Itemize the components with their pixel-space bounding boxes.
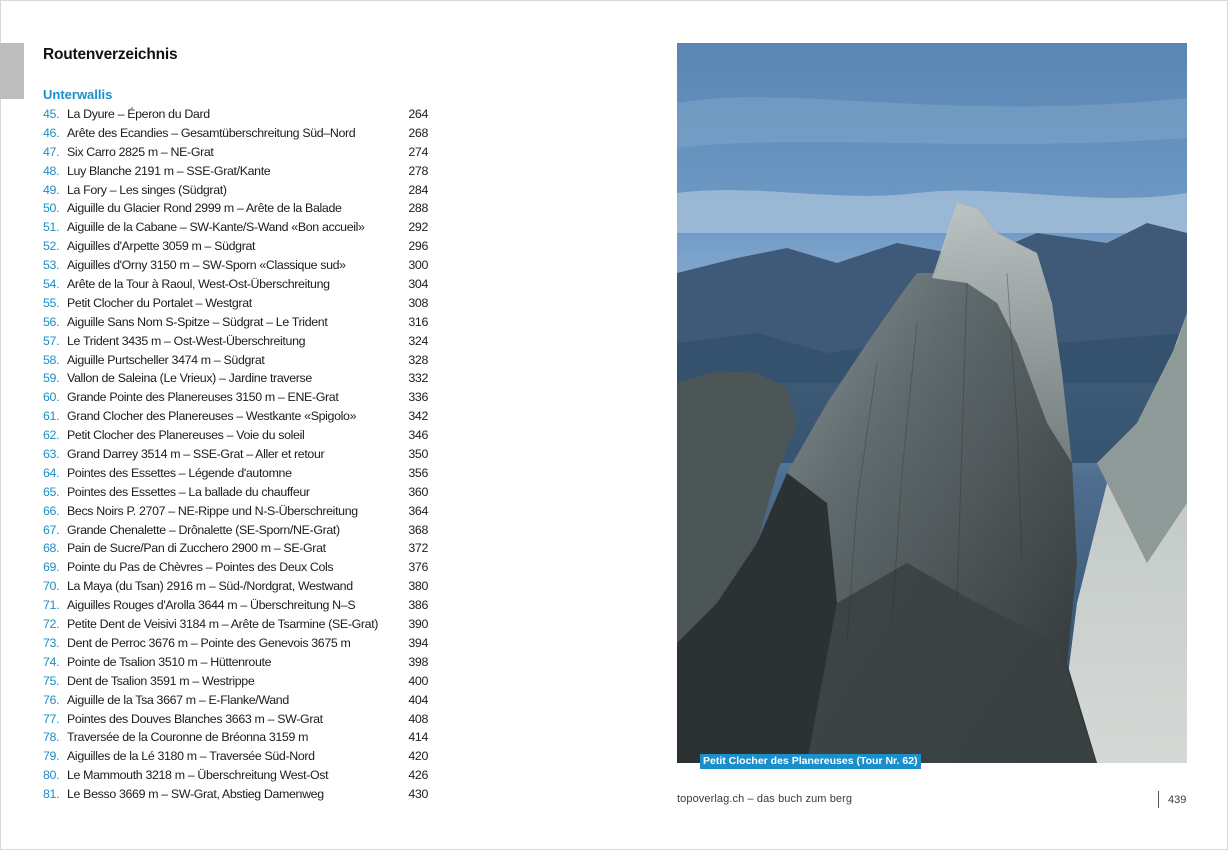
route-number: 70. — [43, 579, 60, 594]
route-name: Aiguilles de la Lé 3180 m – Traversée Süd-Nord — [67, 749, 315, 764]
route-page: 380 — [408, 579, 428, 594]
route-number: 74. — [43, 654, 60, 669]
route-page: 390 — [408, 617, 428, 632]
route-row — [43, 615, 428, 634]
route-name: La Dyure – Éperon du Dard — [67, 107, 210, 121]
route-page: 308 — [408, 295, 428, 310]
route-name: Aiguille de la Cabane – SW-Kante/S-Wand «Bon accueil» — [67, 220, 365, 235]
route-page: 264 — [408, 107, 428, 121]
route-page: 420 — [408, 749, 428, 764]
route-number: 46. — [43, 125, 60, 140]
route-page: 414 — [408, 730, 428, 745]
route-number: 56. — [43, 314, 60, 329]
route-row — [43, 539, 428, 558]
route-row — [43, 237, 428, 256]
route-page: 316 — [408, 314, 428, 329]
route-name: Luy Blanche 2191 m – SSE-Grat/Kante — [67, 163, 271, 178]
route-number: 67. — [43, 522, 60, 537]
route-number: 49. — [43, 182, 60, 197]
route-row — [43, 181, 428, 200]
route-number: 65. — [43, 484, 60, 499]
route-row — [43, 294, 428, 313]
route-name: Petite Dent de Veisivi 3184 m – Arête de Tsarmine (SE-Grat) — [67, 617, 379, 632]
route-name: Petit Clocher du Portalet – Westgrat — [67, 295, 252, 310]
route-row — [43, 634, 428, 653]
route-name: Arête des Ecandies – Gesamtüberschreitung Süd–Nord — [67, 125, 356, 140]
route-page: 360 — [408, 484, 428, 499]
route-page: 376 — [408, 560, 428, 575]
route-name: Aiguilles d'Orny 3150 m – SW-Sporn «Classique sud» — [67, 258, 346, 273]
route-page: 400 — [408, 673, 428, 688]
route-number: 47. — [43, 144, 60, 159]
route-row — [43, 521, 428, 540]
mountain-photo — [677, 43, 1187, 763]
route-number: 60. — [43, 390, 60, 405]
route-name: Petit Clocher des Planereuses – Voie du soleil — [67, 428, 305, 443]
route-name: Vallon de Saleina (Le Vrieux) – Jardine traverse — [67, 371, 312, 386]
route-page: 324 — [408, 333, 428, 348]
route-name: Pain de Sucre/Pan di Zucchero 2900 m – SE-Grat — [67, 541, 326, 556]
route-name: Le Mammouth 3218 m – Überschreitung West-Ost — [67, 768, 329, 783]
route-page: 328 — [408, 352, 428, 367]
route-name: Aiguille Purtscheller 3474 m – Südgrat — [67, 352, 265, 367]
route-name: Grande Chenalette – Drônalette (SE-Sporn/NE-Grat) — [67, 522, 340, 537]
route-number: 55. — [43, 295, 60, 310]
route-name: Aiguille du Glacier Rond 2999 m – Arête de la Balade — [67, 201, 342, 216]
section-title: Routenverzeichnis — [43, 46, 178, 63]
route-row — [43, 124, 428, 143]
route-page: 300 — [408, 258, 428, 273]
route-page: 346 — [408, 428, 428, 443]
route-number: 54. — [43, 277, 60, 292]
route-name: Pointes des Douves Blanches 3663 m – SW-Grat — [67, 711, 323, 726]
route-page: 364 — [408, 503, 428, 518]
route-page: 426 — [408, 768, 428, 783]
route-name: Grand Darrey 3514 m – SSE-Grat – Aller et retour — [67, 447, 325, 462]
thumb-tab — [0, 43, 24, 99]
route-name: Arête de la Tour à Raoul, West-Ost-Überschreitung — [67, 277, 330, 292]
route-row — [43, 275, 428, 294]
route-page: 274 — [408, 144, 428, 159]
route-name: Pointe du Pas de Chèvres – Pointes des Deux Cols — [67, 560, 334, 575]
route-number: 59. — [43, 371, 60, 386]
route-number: 78. — [43, 730, 60, 745]
region-title: Unterwallis — [43, 87, 113, 102]
route-number: 53. — [43, 258, 60, 273]
route-row — [43, 332, 428, 351]
route-name: Grand Clocher des Planereuses – Westkante «Spigolo» — [67, 409, 357, 424]
route-number: 48. — [43, 163, 60, 178]
route-name: Becs Noirs P. 2707 – NE-Rippe und N-S-Überschreitung — [67, 503, 358, 518]
route-page: 398 — [408, 654, 428, 669]
route-row — [43, 785, 428, 804]
route-row — [43, 407, 428, 426]
route-name: Six Carro 2825 m – NE-Grat — [67, 144, 214, 159]
route-row — [43, 766, 428, 785]
route-page: 292 — [408, 220, 428, 235]
route-name: Le Besso 3669 m – SW-Grat, Abstieg Damenweg — [67, 787, 324, 802]
route-row — [43, 710, 428, 729]
route-number: 63. — [43, 447, 60, 462]
route-name: Aiguilles d'Arpette 3059 m – Südgrat — [67, 239, 256, 254]
route-page: 408 — [408, 711, 428, 726]
route-number: 79. — [43, 749, 60, 764]
route-page: 372 — [408, 541, 428, 556]
route-name: Dent de Tsalion 3591 m – Westrippe — [67, 673, 255, 688]
route-name: La Maya (du Tsan) 2916 m – Süd-/Nordgrat, Westwand — [67, 579, 353, 594]
route-name: Pointes des Essettes – La ballade du chauffeur — [67, 484, 310, 499]
route-row — [43, 426, 428, 445]
route-page: 296 — [408, 239, 428, 254]
route-row — [43, 502, 428, 521]
route-name: Aiguille Sans Nom S-Spitze – Südgrat – Le Trident — [67, 314, 328, 329]
route-row — [43, 143, 428, 162]
route-number: 75. — [43, 673, 60, 688]
route-name: Grande Pointe des Planereuses 3150 m – ENE-Grat — [67, 390, 339, 405]
route-page: 332 — [408, 371, 428, 386]
route-row — [43, 445, 428, 464]
route-number: 57. — [43, 333, 60, 348]
route-row — [43, 218, 428, 237]
route-name: Aiguille de la Tsa 3667 m – E-Flanke/Wand — [67, 692, 289, 707]
route-row — [43, 199, 428, 218]
route-number: 72. — [43, 617, 60, 632]
route-number: 62. — [43, 428, 60, 443]
route-name: Pointe de Tsalion 3510 m – Hüttenroute — [67, 654, 272, 669]
route-name: Aiguilles Rouges d'Arolla 3644 m – Überschreitung N–S — [67, 598, 356, 613]
route-row — [43, 464, 428, 483]
route-row — [43, 558, 428, 577]
route-row — [43, 313, 428, 332]
route-number: 45. — [43, 107, 60, 121]
route-row — [43, 388, 428, 407]
route-row — [43, 691, 428, 710]
route-row — [43, 577, 428, 596]
route-number: 76. — [43, 692, 60, 707]
route-name: Le Trident 3435 m – Ost-West-Überschreitung — [67, 333, 306, 348]
route-row — [43, 369, 428, 388]
route-row — [43, 351, 428, 370]
route-number: 68. — [43, 541, 60, 556]
route-number: 80. — [43, 768, 60, 783]
route-page: 284 — [408, 182, 428, 197]
route-row — [43, 105, 428, 124]
route-page: 304 — [408, 277, 428, 292]
route-number: 64. — [43, 465, 60, 480]
route-number: 50. — [43, 201, 60, 216]
route-number: 73. — [43, 635, 60, 650]
route-number: 52. — [43, 239, 60, 254]
route-page: 350 — [408, 447, 428, 462]
photo-caption: Petit Clocher des Planereuses (Tour Nr. 62) — [700, 754, 921, 769]
route-page: 404 — [408, 692, 428, 707]
route-name: Pointes des Essettes – Légende d'automne — [67, 465, 292, 480]
footer-divider — [1158, 791, 1159, 808]
route-page: 356 — [408, 465, 428, 480]
route-number: 71. — [43, 598, 60, 613]
route-number: 81. — [43, 787, 60, 802]
route-row — [43, 728, 428, 747]
route-row — [43, 162, 428, 181]
route-number: 51. — [43, 220, 60, 235]
route-list — [43, 105, 428, 804]
route-page: 368 — [408, 522, 428, 537]
route-page: 278 — [408, 163, 428, 178]
route-number: 77. — [43, 711, 60, 726]
route-page: 268 — [408, 125, 428, 140]
route-number: 61. — [43, 409, 60, 424]
route-page: 386 — [408, 598, 428, 613]
route-row — [43, 653, 428, 672]
route-row — [43, 747, 428, 766]
route-row — [43, 596, 428, 615]
route-page: 342 — [408, 409, 428, 424]
route-row — [43, 256, 428, 275]
route-name: Traversée de la Couronne de Bréonna 3159 m — [67, 730, 309, 745]
route-number: 66. — [43, 503, 60, 518]
route-row — [43, 672, 428, 691]
route-name: Dent de Perroc 3676 m – Pointe des Genevois 3675 m — [67, 635, 351, 650]
route-row — [43, 483, 428, 502]
route-number: 69. — [43, 560, 60, 575]
route-page: 394 — [408, 635, 428, 650]
page-number: 439 — [1168, 794, 1187, 806]
route-number: 58. — [43, 352, 60, 367]
route-name: La Fory – Les singes (Südgrat) — [67, 182, 227, 197]
route-page: 288 — [408, 201, 428, 216]
route-page: 336 — [408, 390, 428, 405]
route-page: 430 — [408, 787, 428, 802]
footer-publisher: topoverlag.ch – das buch zum berg — [677, 793, 853, 805]
